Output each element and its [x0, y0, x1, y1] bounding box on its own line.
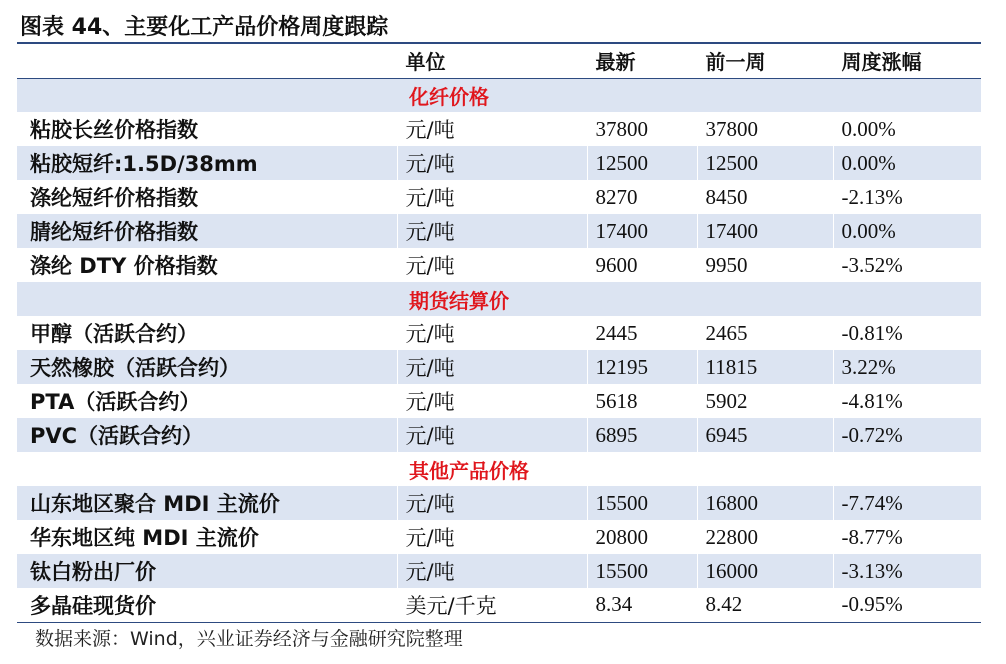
weekly-change-cell: -2.13% [833, 180, 981, 214]
latest-price-cell: 9600 [587, 248, 697, 282]
product-name-cell: PVC（活跃合约） [17, 418, 397, 452]
table-row [17, 486, 981, 520]
table-row [17, 112, 981, 146]
header-prev: 前一周 [697, 44, 833, 78]
previous-week-price-cell: 6945 [697, 418, 833, 452]
unit-cell: 元/吨 [397, 350, 587, 384]
product-name-cell: 粘胶长丝价格指数 [30, 118, 198, 142]
weekly-change-cell: 0.00% [833, 112, 981, 146]
price-table [17, 44, 981, 623]
product-name-cell: 山东地区聚合 MDI 主流价 [17, 486, 397, 520]
product-name-cell: 涤纶短纤价格指数 [30, 186, 198, 210]
weekly-change-cell: 3.22% [833, 350, 981, 384]
previous-week-price-cell: 16800 [697, 486, 833, 520]
table-row [17, 180, 981, 214]
weekly-change-cell: -0.81% [833, 316, 981, 350]
weekly-change-cell: -3.52% [833, 248, 981, 282]
latest-price-cell: 8270 [587, 180, 697, 214]
weekly-change-cell: -7.74% [833, 486, 981, 520]
product-name-cell: 涤纶 DTY 价格指数 [30, 254, 218, 278]
previous-week-price-cell: 17400 [697, 214, 833, 248]
section-row [17, 282, 981, 316]
previous-week-price-cell: 12500 [697, 146, 833, 180]
latest-price-cell: 15500 [587, 486, 697, 520]
unit-cell: 元/吨 [397, 248, 587, 282]
unit-cell: 元/吨 [397, 180, 587, 214]
header-unit: 单位 [397, 44, 587, 78]
header-latest: 最新 [587, 44, 697, 78]
unit-cell: 元/吨 [397, 384, 587, 418]
weekly-change-cell: -0.72% [833, 418, 981, 452]
table-header-row [17, 44, 981, 78]
previous-week-price-cell: 5902 [697, 384, 833, 418]
latest-price-cell: 12195 [587, 350, 697, 384]
weekly-change-cell: -3.13% [833, 554, 981, 588]
table-row [17, 146, 981, 180]
weekly-change-cell: -8.77% [833, 520, 981, 554]
section-label: 其他产品价格 [409, 458, 529, 483]
table-row [17, 554, 981, 588]
unit-cell: 元/吨 [397, 146, 587, 180]
table-row [17, 520, 981, 554]
unit-cell: 元/吨 [397, 214, 587, 248]
unit-cell: 美元/千克 [397, 588, 587, 622]
product-name-cell: 天然橡胶（活跃合约） [17, 350, 397, 384]
weekly-change-cell: 0.00% [833, 214, 981, 248]
section-label: 化纤价格 [17, 78, 981, 112]
table-row [17, 384, 981, 418]
header-change: 周度涨幅 [833, 44, 981, 78]
section-row [17, 78, 981, 112]
unit-cell: 元/吨 [397, 316, 587, 350]
price-table-body [17, 44, 981, 622]
table-row [17, 418, 981, 452]
previous-week-price-cell: 8.42 [697, 588, 833, 622]
header-name [17, 44, 397, 78]
latest-price-cell: 12500 [587, 146, 697, 180]
latest-price-cell: 15500 [587, 554, 697, 588]
previous-week-price-cell: 22800 [697, 520, 833, 554]
table-row [17, 248, 981, 282]
unit-cell: 元/吨 [397, 418, 587, 452]
latest-price-cell: 37800 [587, 112, 697, 146]
product-name-cell: PTA（活跃合约） [30, 390, 201, 414]
product-name-cell: 钛白粉出厂价 [17, 554, 397, 588]
unit-cell: 元/吨 [397, 112, 587, 146]
previous-week-price-cell: 16000 [697, 554, 833, 588]
product-name-cell: 多晶硅现货价 [17, 588, 397, 622]
previous-week-price-cell: 9950 [697, 248, 833, 282]
latest-price-cell: 2445 [587, 316, 697, 350]
weekly-change-cell: 0.00% [833, 146, 981, 180]
source-note: 数据来源：Wind，兴业证券经济与金融研究院整理 [35, 628, 463, 650]
page-title: 图表 44、主要化工产品价格周度跟踪 [20, 15, 389, 40]
unit-cell: 元/吨 [397, 520, 587, 554]
weekly-change-cell: -4.81% [833, 384, 981, 418]
product-name-cell: 华东地区纯 MDI 主流价 [30, 526, 259, 550]
table-row [17, 214, 981, 248]
product-name-cell: 粘胶短纤:1.5D/38mm [17, 146, 397, 180]
section-label: 期货结算价 [17, 282, 981, 316]
table-row [17, 588, 981, 622]
table-row [17, 350, 981, 384]
product-name-cell: 腈纶短纤价格指数 [17, 214, 397, 248]
product-name-cell: 甲醇（活跃合约） [30, 322, 198, 346]
latest-price-cell: 5618 [587, 384, 697, 418]
section-row [17, 452, 981, 486]
previous-week-price-cell: 8450 [697, 180, 833, 214]
unit-cell: 元/吨 [397, 486, 587, 520]
weekly-change-cell: -0.95% [833, 588, 981, 622]
latest-price-cell: 8.34 [587, 588, 697, 622]
latest-price-cell: 17400 [587, 214, 697, 248]
previous-week-price-cell: 2465 [697, 316, 833, 350]
latest-price-cell: 20800 [587, 520, 697, 554]
unit-cell: 元/吨 [397, 554, 587, 588]
table-row [17, 316, 981, 350]
previous-week-price-cell: 37800 [697, 112, 833, 146]
latest-price-cell: 6895 [587, 418, 697, 452]
previous-week-price-cell: 11815 [697, 350, 833, 384]
